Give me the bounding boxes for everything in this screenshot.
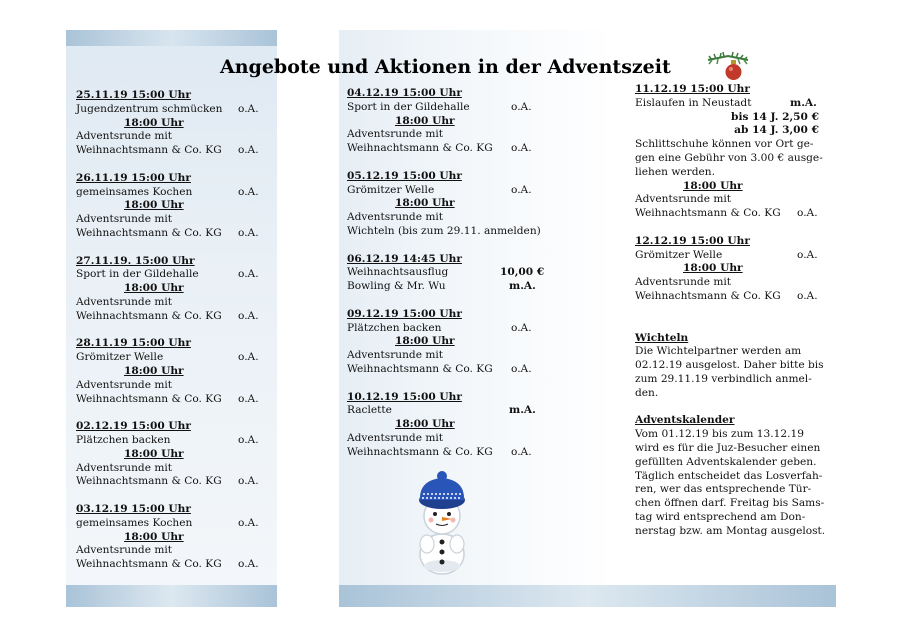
- column-3: [635, 83, 825, 552]
- event-entry: [347, 308, 545, 377]
- event-date: 11.12.19 15:00 Uhr: [635, 83, 750, 95]
- event-title: Adventsrunde mit: [635, 276, 732, 289]
- event-title: Sport in der Gildehalle: [76, 268, 199, 281]
- event-title: Weihnachtsmann & Co. KG: [76, 226, 222, 239]
- event-note: m.A.: [509, 404, 536, 417]
- event-info: Schlittschuhe können vor Ort ge-: [635, 138, 814, 151]
- left-column-bottom-bar: [66, 585, 277, 607]
- event-note: o.A.: [238, 392, 259, 405]
- event-note: o.A.: [238, 144, 259, 157]
- event-entry: [76, 503, 272, 572]
- event-price: bis 14 J. 2,50 €: [731, 110, 819, 123]
- section-heading: Wichteln: [635, 331, 689, 344]
- event-note: o.A.: [511, 100, 532, 113]
- event-price: ab 14 J. 3,00 €: [734, 124, 819, 137]
- section-text: nerstag bzw. am Montag ausgelost.: [635, 524, 826, 537]
- event-title: Weihnachtsmann & Co. KG: [76, 475, 222, 488]
- event-price: 10,00 €: [500, 266, 545, 279]
- event-note: o.A.: [511, 321, 532, 334]
- christmas-bauble-icon: [706, 48, 750, 84]
- event-title: Plätzchen backen: [76, 433, 171, 446]
- event-date: 04.12.19 15:00 Uhr: [347, 87, 462, 99]
- event-note: o.A.: [238, 185, 259, 198]
- event-title: Weihnachtsmann & Co. KG: [635, 207, 781, 220]
- event-title: Adventsrunde mit: [347, 349, 444, 362]
- event-note: o.A.: [511, 142, 532, 155]
- event-note: o.A.: [238, 268, 259, 281]
- event-title: Bowling & Mr. Wu: [347, 280, 446, 293]
- event-title: Wichteln (bis zum 29.11. anmelden): [347, 224, 541, 237]
- event-note: o.A.: [238, 475, 259, 488]
- event-time: 18:00 Uhr: [124, 116, 184, 129]
- event-title: Plätzchen backen: [347, 321, 442, 334]
- event-title: Jugendzentrum schmücken: [76, 102, 223, 115]
- event-note: o.A.: [238, 433, 259, 446]
- event-date: 02.12.19 15:00 Uhr: [76, 420, 191, 433]
- event-entry: [347, 253, 545, 294]
- event-title: Adventsrunde mit: [76, 461, 173, 474]
- event-title: Adventsrunde mit: [76, 295, 173, 308]
- event-title: Weihnachtsmann & Co. KG: [76, 392, 222, 405]
- event-note: o.A.: [797, 248, 818, 261]
- event-title: Weihnachtsmann & Co. KG: [635, 289, 781, 302]
- event-entry: [76, 255, 272, 324]
- event-date: 06.12.19 14:45 Uhr: [347, 252, 462, 265]
- event-title: Eislaufen in Neustadt: [635, 96, 752, 109]
- event-time: 18:00 Uhr: [683, 262, 743, 275]
- column-1: [76, 89, 272, 586]
- section-heading: Adventskalender: [635, 414, 735, 427]
- event-entry: [347, 87, 545, 156]
- event-note: o.A.: [511, 445, 532, 458]
- section-text: Die Wichtelpartner werden am: [635, 345, 802, 358]
- event-time: 18:00 Uhr: [395, 114, 455, 127]
- event-date: 10.12.19 15:00 Uhr: [347, 390, 462, 403]
- event-note: m.A.: [790, 96, 817, 109]
- event-time: 18:00 Uhr: [395, 335, 455, 348]
- event-title: Grömitzer Welle: [76, 351, 164, 364]
- event-time: 18:00 Uhr: [124, 282, 184, 295]
- event-title: Weihnachtsmann & Co. KG: [347, 142, 493, 155]
- event-title: Weihnachtsmann & Co. KG: [347, 362, 493, 375]
- event-date: 09.12.19 15:00 Uhr: [347, 307, 462, 320]
- event-time: 18:00 Uhr: [395, 418, 455, 431]
- event-entry: [76, 89, 272, 158]
- adventskalender-section: [635, 414, 825, 538]
- event-note: o.A.: [238, 558, 259, 571]
- event-date: 25.11.19 15:00 Uhr: [76, 89, 191, 101]
- event-note: o.A.: [238, 226, 259, 239]
- event-title: Adventsrunde mit: [635, 193, 732, 206]
- section-text: den.: [635, 386, 659, 399]
- event-time: 18:00 Uhr: [395, 197, 455, 210]
- event-time: 18:00 Uhr: [124, 447, 184, 460]
- event-time: 18:00 Uhr: [124, 530, 184, 543]
- event-note: o.A.: [511, 183, 532, 196]
- event-note: o.A.: [238, 309, 259, 322]
- event-title: Adventsrunde mit: [347, 128, 444, 141]
- section-text: Vom 01.12.19 bis zum 13.12.19: [635, 428, 804, 441]
- event-entry: [76, 420, 272, 489]
- section-text: tag wird entsprechend am Don-: [635, 510, 806, 523]
- event-entry: [347, 170, 545, 239]
- event-note: o.A.: [797, 289, 818, 302]
- section-text: zum 29.11.19 verbindlich anmel-: [635, 372, 812, 385]
- event-title: Grömitzer Welle: [635, 248, 723, 261]
- event-title: Weihnachtsausflug: [347, 266, 449, 279]
- event-info: liehen werden.: [635, 165, 715, 178]
- snowman-icon: [405, 470, 477, 578]
- section-text: wird es für die Juz-Besucher einen: [635, 441, 821, 454]
- event-title: Adventsrunde mit: [76, 378, 173, 391]
- event-time: 18:00 Uhr: [683, 179, 743, 192]
- section-text: ren, wer das entsprechende Tür-: [635, 483, 812, 496]
- event-time: 18:00 Uhr: [124, 364, 184, 377]
- left-column-top-bar: [66, 30, 277, 46]
- event-time: 18:00 Uhr: [124, 199, 184, 212]
- event-title: gemeinsames Kochen: [76, 516, 193, 529]
- event-title: Weihnachtsmann & Co. KG: [347, 445, 493, 458]
- event-title: Grömitzer Welle: [347, 183, 435, 196]
- event-info: gen eine Gebühr von 3.00 € ausge-: [635, 151, 823, 164]
- event-date: 27.11.19. 15:00 Uhr: [76, 254, 195, 267]
- event-title: Adventsrunde mit: [347, 431, 444, 444]
- event-date: 05.12.19 15:00 Uhr: [347, 169, 462, 182]
- event-entry: [347, 391, 545, 460]
- section-text: 02.12.19 ausgelost. Daher bitte bis: [635, 359, 824, 372]
- event-title: Raclette: [347, 404, 392, 417]
- event-note: o.A.: [238, 516, 259, 529]
- event-entry: [635, 83, 825, 221]
- event-title: gemeinsames Kochen: [76, 185, 193, 198]
- event-note: o.A.: [238, 102, 259, 115]
- event-note: o.A.: [238, 351, 259, 364]
- column-2: [347, 87, 545, 473]
- event-entry: [635, 235, 825, 304]
- event-title: Weihnachtsmann & Co. KG: [76, 309, 222, 322]
- event-date: 26.11.19 15:00 Uhr: [76, 171, 191, 184]
- event-note: o.A.: [511, 362, 532, 375]
- event-title: Weihnachtsmann & Co. KG: [76, 558, 222, 571]
- event-date: 03.12.19 15:00 Uhr: [76, 502, 191, 515]
- wichteln-section: [635, 332, 825, 401]
- event-date: 28.11.19 15:00 Uhr: [76, 337, 191, 350]
- page-title: Angebote und Aktionen in der Adventszeit: [220, 56, 671, 78]
- event-title: Weihnachtsmann & Co. KG: [76, 144, 222, 157]
- event-title: Sport in der Gildehalle: [347, 100, 470, 113]
- section-text: gefüllten Adventskalender geben.: [635, 455, 817, 468]
- event-note: m.A.: [509, 280, 536, 293]
- event-note: o.A.: [797, 207, 818, 220]
- section-text: chen öffnen darf. Freitag bis Sams-: [635, 497, 825, 510]
- event-entry: [76, 337, 272, 406]
- event-date: 12.12.19 15:00 Uhr: [635, 234, 750, 247]
- event-title: Adventsrunde mit: [76, 544, 173, 557]
- event-title: Adventsrunde mit: [76, 130, 173, 143]
- section-text: Täglich entscheidet das Losverfah-: [635, 469, 823, 482]
- event-entry: [76, 172, 272, 241]
- event-title: Adventsrunde mit: [347, 211, 444, 224]
- right-panel-bottom-bar: [339, 585, 836, 607]
- event-title: Adventsrunde mit: [76, 213, 173, 226]
